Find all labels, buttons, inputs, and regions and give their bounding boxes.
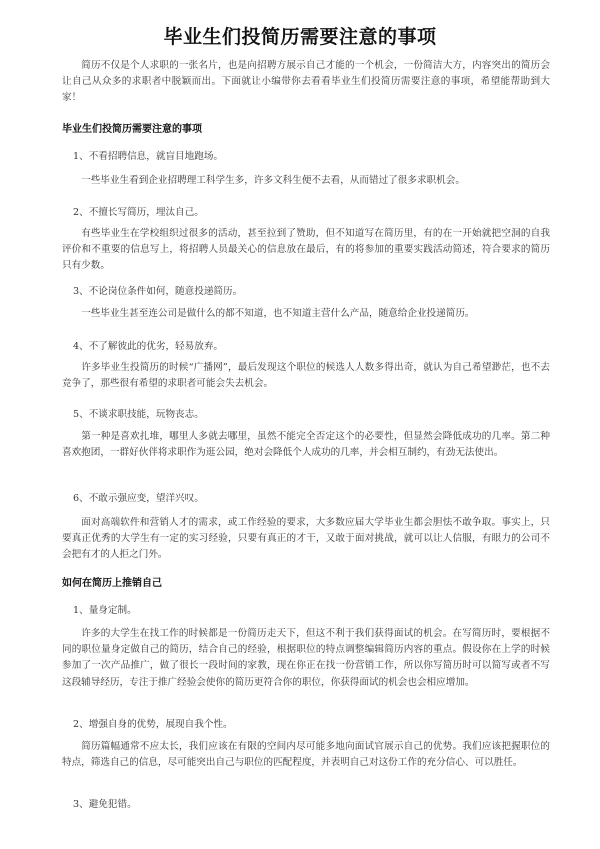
list-item: 1、量身定制。 (73, 605, 137, 616)
section-heading-self-promotion: 如何在简历上推销自己 (62, 578, 162, 589)
list-item: 2、不擅长写简历，埋汰自己。 (73, 207, 204, 218)
list-item: 3、不论岗位条件如何，随意投递简历。 (73, 286, 243, 297)
body-paragraph: 简历篇幅通常不应太长，我们应该在有限的空间内尽可能多地向面试官展示自己的优势。我们应该把握职位的特点，筛选自己的信息，尽可能突出自己与职位的匹配程度，并表明自己对这份工作的充分信心、可以胜任。 (62, 741, 550, 769)
body-paragraph: 许多毕业生投简历的时候“广播网”，最后发现这个职位的候选人人数多得出奇，就认为自己希望渺茫，也不去竞争了，那些很有希望的求职者可能会失去机会。 (62, 362, 550, 390)
body-paragraph: 一些毕业生看到企业招聘理工科学生多，许多文科生便不去看，从而错过了很多求职机会。 (81, 175, 465, 186)
page-title: 毕业生们投简历需要注意的事项 (163, 26, 437, 48)
list-item: 4、不了解彼此的优劣，轻易放弃。 (73, 341, 224, 352)
body-paragraph: 有些毕业生在学校组织过很多的活动，甚至拉到了赞助，但不知道写在简历里，有的在一开始就把空洞的自我评价和不重要的信息写上，将招聘人员最关心的信息放在最后，有的将参加的重要实践活动简述，符合要求的简历只有少数。 (62, 228, 550, 272)
list-item: 5、不谈求职技能，玩物丧志。 (73, 409, 204, 420)
body-paragraph: 面对高端软件和营销人才的需求，或工作经验的要求，大多数应届大学毕业生都会胆怯不敢争取。事实上，只要真正优秀的大学生有一定的实习经验，只要有真正的才干，又敢于面对挑战，就可以让人信服，有眼力的公司不会把有才的人拒之门外。 (62, 517, 550, 561)
body-paragraph: 第一种是喜欢扎堆，哪里人多就去哪里，虽然不能完全否定这个的必要性，但显然会降低成功的几率。第二种喜欢抱团，一群好伙伴将求职作为逛公园，绝对会降低个人成功的几率，并会相互制约，有劲无法使出。 (62, 431, 550, 459)
body-paragraph: 许多的大学生在找工作的时候都是一份简历走天下，但这不利于我们获得面试的机会。在写简历时，要根据不同的职位量身定做自己的简历，结合自己的经验，根据职位的特点调整编辑简历内容的重点。假设你在上学的时候参加了一次产品推广，做了很长一段时间的家教，现在你正在找一份营销工作，所以你写简历时可以简写或者不写这段辅导经历，专注于推广经验会使你的简历更符合你的职位，你获得面试的机会也会相应增加。 (62, 628, 550, 688)
list-item: 3、避免犯错。 (73, 799, 137, 810)
intro-paragraph: 简历不仅是个人求职的一张名片，也是向招聘方展示自己才能的一个机会，一份简洁大方，内容突出的简历会让自己从众多的求职者中脱颖而出。下面就让小编带你去看看毕业生们投简历需要注意的事项，希望能帮助到大家！ (62, 60, 550, 104)
list-item: 1、不看招聘信息，就盲目地跑场。 (73, 151, 224, 162)
section-heading-notes: 毕业生们投简历需要注意的事项 (62, 124, 202, 135)
body-paragraph: 一些毕业生甚至连公司是做什么的都不知道，也不知道主营什么产品，随意给企业投递简历。 (81, 308, 475, 319)
list-item: 6、不敢示强应变，望洋兴叹。 (73, 493, 204, 504)
list-item: 2、增强自身的优势，展现自我个性。 (73, 719, 233, 730)
